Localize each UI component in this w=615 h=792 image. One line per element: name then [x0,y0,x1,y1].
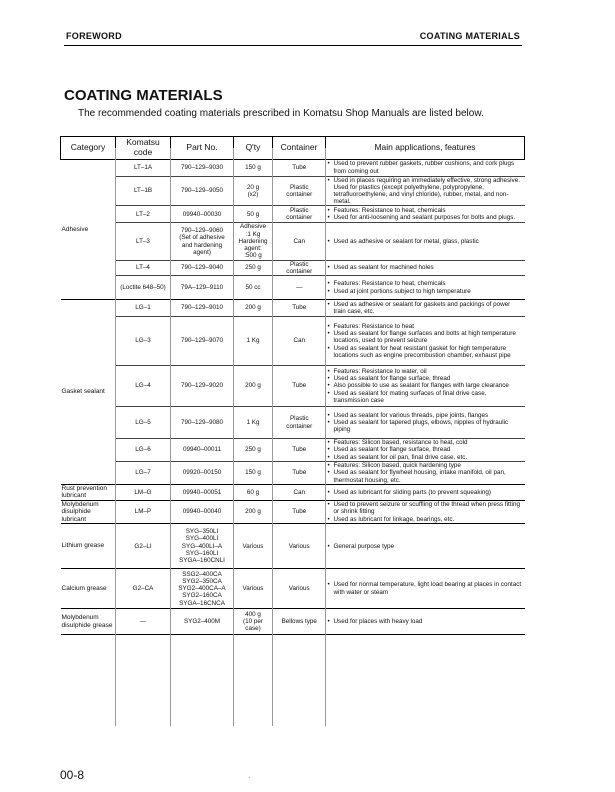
quantity-cell: 50 cc [234,276,273,300]
table-row [61,366,525,407]
container-cell: — [273,276,326,300]
category-cell: Molybdenum disulphide lubricant [61,500,116,523]
komatsu-code-cell: G2–CA [116,569,171,609]
container-cell: Tube [273,462,326,485]
application-item: • Used as sealant for flange surface, thread [328,375,524,382]
center-mark: · [248,773,251,782]
application-item: • Used as adhesive or sealant for gaskets and packings of power train case, etc. [328,301,524,315]
application-item: • Used as sealant for flywheel housing, intake manifold, oil pan, thermostat housing, etc. [328,469,524,483]
container-cell: Tube [273,500,326,523]
application-item: • Used for anti-loosening and sealant purposes for bolts and plugs. [328,214,524,221]
column-header: Part No. [171,137,234,160]
quantity-cell: 50 g [234,206,273,223]
application-item: • Features: Resistance to heat, chemicals [328,280,524,287]
application-item: • Used as sealant for flange surfaces and bolts at high temperature locations, used to prevent seizure [328,330,524,344]
page-number: 00-8 [60,768,85,782]
table-row [61,176,525,206]
komatsu-code-cell: LT–2 [116,206,171,223]
category-cell: Lithium grease [61,524,116,569]
table-header-row [61,137,525,160]
table-row [61,260,525,275]
container-cell: Can [273,223,326,260]
applications-list [328,618,524,625]
application-item: • Used as sealant for tapered plugs, elbows, nipples of hydraulic piping [328,419,524,433]
applications-list [328,323,524,359]
quantity-cell: 200 g [234,366,273,407]
applications-cell [326,159,525,176]
quantity-cell: 1 Kg [234,407,273,439]
applications-cell [326,206,525,223]
quantity-cell: Various [234,524,273,569]
applications-cell [326,407,525,439]
komatsu-code-cell: LG–1 [116,300,171,317]
applications-list [328,207,524,221]
application-item: • Features: Resistance to water, oil [328,368,524,375]
table-row [61,276,525,300]
applications-cell [326,439,525,462]
part-number-cell: 09920–00150 [171,462,234,485]
applications-list [328,160,524,174]
komatsu-code-cell: LG–3 [116,317,171,366]
container-cell: Tube [273,300,326,317]
container-cell: Various [273,524,326,569]
application-item: • Features: Resistance to heat, chemicals [328,207,524,214]
application-item: • Used to prevent rubber gaskets, rubber cushions, and cork plugs from coming out [328,160,524,174]
column-divider [325,148,326,726]
application-item: • Used as sealant for heat resistant gasket for high temperature locations such as engine precombustion chamber, exhaust pipe [328,345,524,359]
quantity-cell: 200 g [234,300,273,317]
komatsu-code-cell: LT–1B [116,176,171,206]
part-number-cell: 790–129–9010 [171,300,234,317]
quantity-cell: 200 g [234,500,273,523]
table-row [61,569,525,609]
table-row [61,300,525,317]
komatsu-code-cell: LT–4 [116,260,171,275]
column-divider [115,148,116,726]
table-row [61,159,525,176]
applications-list [328,543,524,550]
applications-cell [326,609,525,635]
application-item: • Used as sealant for flange surface, thread [328,446,524,453]
quantity-cell: 250 g [234,260,273,275]
komatsu-code-cell: LG–6 [116,439,171,462]
part-number-cell: SYG–350LI SYG–400LI SYG–400LI–A SYG–160LI SYGA–160CNLI [171,524,234,569]
part-number-cell: 09940–00030 [171,206,234,223]
application-item: • Used as sealant for machined holes [328,264,524,271]
applications-cell [326,524,525,569]
column-header: Container [273,137,326,160]
application-item: • Features: Resistance to heat [328,323,524,330]
komatsu-code-cell: LM–P [116,500,171,523]
quantity-cell: 150 g [234,462,273,485]
application-item: • Used in places requiring an immediately effective, strong adhesive. Used for plastics (except polyethylene, polypropylene, tetrafluoroethylene, and vinyl chloride), rubber, metal, and non-metal. [328,177,524,206]
category-cell: Gasket sealant [61,300,116,485]
column-divider [170,148,171,726]
quantity-cell: 400 g (10 per case) [234,609,273,635]
part-number-cell: 09940–00051 [171,484,234,500]
komatsu-code-cell: LT–1A [116,159,171,176]
column-header: Q'ty [234,137,273,160]
applications-cell [326,569,525,609]
part-number-cell: 790–129–9060 (Set of adhesive and hardening agent) [171,223,234,260]
application-item: • Used at joint portions subject to high temperature [328,288,524,295]
applications-list [328,439,524,461]
header-left: FOREWORD [66,31,122,41]
applications-list [328,501,524,523]
intro-text: The recommended coating materials prescribed in Komatsu Shop Manuals are listed below. [78,108,484,119]
applications-cell [326,366,525,407]
applications-list [328,412,524,434]
application-item: • Features: Silicon based, resistance to heat, cold [328,439,524,446]
column-divider [233,148,234,726]
header-right: COATING MATERIALS [419,31,520,41]
container-cell: Can [273,317,326,366]
application-item: • Used for normal temperature, light load bearing at places in contact with water or steam [328,581,524,595]
part-number-cell: SYG2–400M [171,609,234,635]
category-cell: Rust prevention lubricant [61,484,116,500]
column-header: Category [61,137,116,160]
column-header: Komatsu code [116,137,171,160]
application-item: • Used as sealant for various threads, pipe joints, flanges [328,412,524,419]
quantity-cell: Various [234,569,273,609]
applications-list [328,177,524,206]
komatsu-code-cell: LG–4 [116,366,171,407]
table-body [61,159,525,635]
table-row [61,462,525,485]
applications-list [328,264,524,271]
quantity-cell: 60 g [234,484,273,500]
applications-list [328,368,524,404]
container-cell: Bellows type [273,609,326,635]
table-row [61,500,525,523]
coating-materials-table [60,136,525,635]
komatsu-code-cell: LT–3 [116,223,171,260]
table-row [61,407,525,439]
part-number-cell: 790–129–9070 [171,317,234,366]
container-cell: Tube [273,439,326,462]
application-item: • Used as sealant for oil pan, final drive case, etc. [328,454,524,461]
quantity-cell: 250 g [234,439,273,462]
komatsu-code-cell: G2–LI [116,524,171,569]
part-number-cell: 790–129–9030 [171,159,234,176]
part-number-cell: 790–129–9020 [171,366,234,407]
table-row [61,317,525,366]
quantity-cell: 1 Kg [234,317,273,366]
applications-cell [326,317,525,366]
page-title: COATING MATERIALS [64,87,223,104]
applications-cell [326,500,525,523]
applications-list [328,238,524,245]
container-cell: Plastic container [273,260,326,275]
table-row [61,524,525,569]
applications-list [328,489,524,496]
part-number-cell: 09940–00011 [171,439,234,462]
category-cell: Adhesive [61,159,116,300]
quantity-cell: 20 g (x2) [234,176,273,206]
container-cell: Plastic container [273,206,326,223]
applications-cell [326,223,525,260]
applications-cell [326,276,525,300]
application-item: • Used as sealant for mating surfaces of final drive case, transmission case [328,390,524,404]
quantity-cell: Adhesive :1 Kg Hardening agent: :500 g [234,223,273,260]
table-row [61,609,525,635]
part-number-cell: 79A–129–9110 [171,276,234,300]
part-number-cell: 790–129–9040 [171,260,234,275]
komatsu-code-cell: LM–G [116,484,171,500]
part-number-cell: 790–129–9080 [171,407,234,439]
komatsu-code-cell: — [116,609,171,635]
application-item: • Used to prevent seizure or scuffling of the thread when press fitting or shrink fitting [328,501,524,515]
application-item: • Used as lubricant for sliding parts (to prevent squeaking) [328,489,524,496]
komatsu-code-cell: LG–7 [116,462,171,485]
table-row [61,484,525,500]
table-row [61,206,525,223]
applications-cell [326,260,525,275]
applications-cell [326,484,525,500]
komatsu-code-cell: LG–5 [116,407,171,439]
komatsu-code-cell: (Loctite 648–50) [116,276,171,300]
page-header [66,31,520,41]
category-cell: Molybdenum disulphide grease [61,609,116,635]
applications-list [328,280,524,294]
category-cell: Calcium grease [61,569,116,609]
applications-cell [326,462,525,485]
table-row [61,223,525,260]
container-cell: Plastic container [273,407,326,439]
application-item: • Used as lubricant for linkage, bearings, etc. [328,516,524,523]
container-cell: Can [273,484,326,500]
application-item: • Features: Silicon based, quick hardening type [328,462,524,469]
applications-list [328,581,524,595]
application-item: • General purpose type [328,543,524,550]
application-item: • Used for places with heavy load [328,618,524,625]
applications-list [328,462,524,484]
part-number-cell: SSG2–400CA SYG2–350CA SYG2–400CA–A SYG2–160CA SYGA–16CNCA [171,569,234,609]
table-row [61,439,525,462]
container-cell: Various [273,569,326,609]
part-number-cell: 790–129–9050 [171,176,234,206]
quantity-cell: 150 g [234,159,273,176]
application-item: • Also possible to use as sealant for flanges with large clearance [328,382,524,389]
header-rule [64,45,522,46]
container-cell: Plastic container [273,176,326,206]
container-cell: Tube [273,366,326,407]
applications-cell [326,300,525,317]
column-divider [272,148,273,726]
applications-cell [326,176,525,206]
container-cell: Tube [273,159,326,176]
application-item: • Used as adhesive or sealant for metal, glass, plastic [328,238,524,245]
part-number-cell: 09940–00040 [171,500,234,523]
column-header: Main applications, features [326,137,525,160]
applications-list [328,301,524,315]
